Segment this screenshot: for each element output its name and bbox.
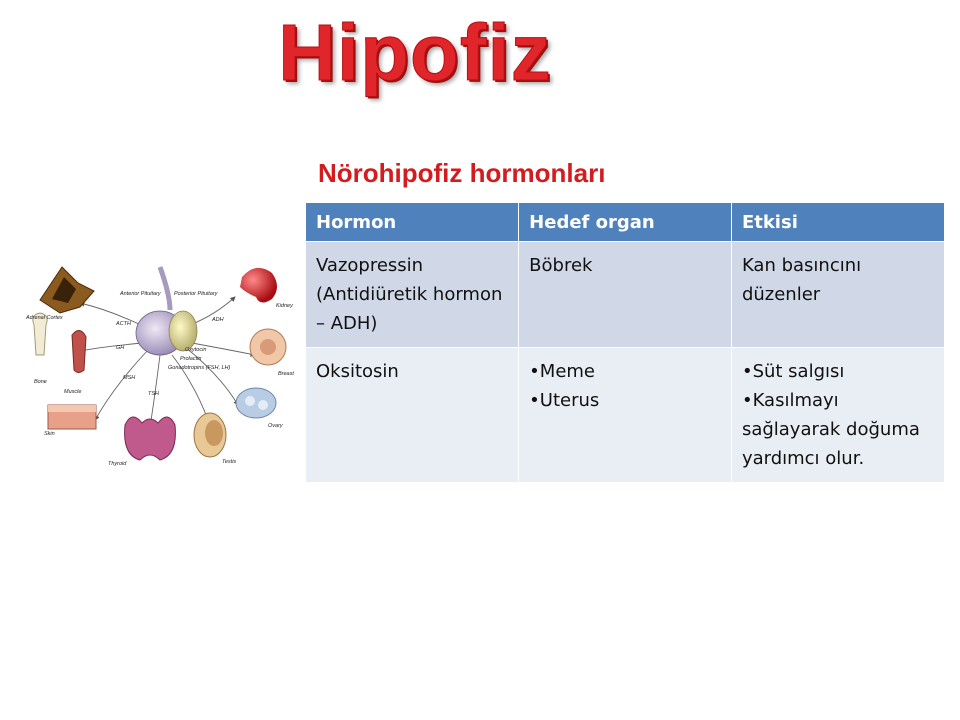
label-testis: Testis <box>222 459 237 465</box>
effect-list <box>742 357 934 473</box>
header-target: Hedef organ <box>519 203 732 242</box>
label-muscle: Muscle <box>64 389 82 395</box>
label-thyroid: Thyroid <box>108 461 127 467</box>
header-hormone: Hormon <box>306 203 519 242</box>
cell-effect <box>731 348 944 483</box>
cell-hormone <box>306 348 519 483</box>
target-list <box>529 357 721 415</box>
list-item: • Meme <box>529 357 721 386</box>
label-adh: ADH <box>212 317 224 323</box>
label-msh: MSH <box>123 375 136 381</box>
label-bone: Bone <box>34 379 47 385</box>
table-row <box>306 242 945 348</box>
label-skin: Skin <box>44 431 55 437</box>
cell-target <box>519 348 732 483</box>
list-item: • Süt salgısı <box>742 357 934 386</box>
label-tsh: TSH <box>148 391 159 397</box>
label-prolactin: Prolactin <box>180 356 202 362</box>
label-oxytocin: Oxytocin <box>185 347 207 353</box>
list-item: • Kasılmayı sağlayarak doğuma yardımcı olur. <box>742 386 934 473</box>
label-ovary: Ovary <box>268 423 283 429</box>
label-anterior: Anterior Pituitary <box>120 291 161 297</box>
effect-text: Kan basıncını düzenler <box>741 255 862 305</box>
label-adrenal: Adrenal Cortex <box>26 315 63 321</box>
label-breast: Breast <box>278 371 294 377</box>
label-gonado: Gonadotropins (FSH, LH) <box>168 365 231 371</box>
table-header-row <box>306 203 945 242</box>
hormones-table <box>305 202 945 483</box>
cell-target <box>519 242 732 348</box>
label-posterior: Posterior Pituitary <box>174 291 218 297</box>
pituitary-hormones-illustration <box>20 255 300 475</box>
table-row <box>306 348 945 483</box>
label-gh: GH <box>116 345 125 351</box>
hormone-name: Vazopressin (Antidiüretik hormon – ADH) <box>316 255 503 334</box>
target-organ: Böbrek <box>529 255 593 276</box>
label-acth: ACTH <box>116 321 131 327</box>
slide-title: Hipofiz <box>278 8 552 97</box>
cell-hormone <box>306 242 519 348</box>
hormone-name: Oksitosin <box>316 361 399 382</box>
header-effect: Etkisi <box>731 203 944 242</box>
cell-effect <box>731 242 944 348</box>
list-item: • Uterus <box>529 386 721 415</box>
slide-subtitle: Nörohipofiz hormonları <box>318 158 606 188</box>
label-kidney: Kidney <box>276 303 293 309</box>
